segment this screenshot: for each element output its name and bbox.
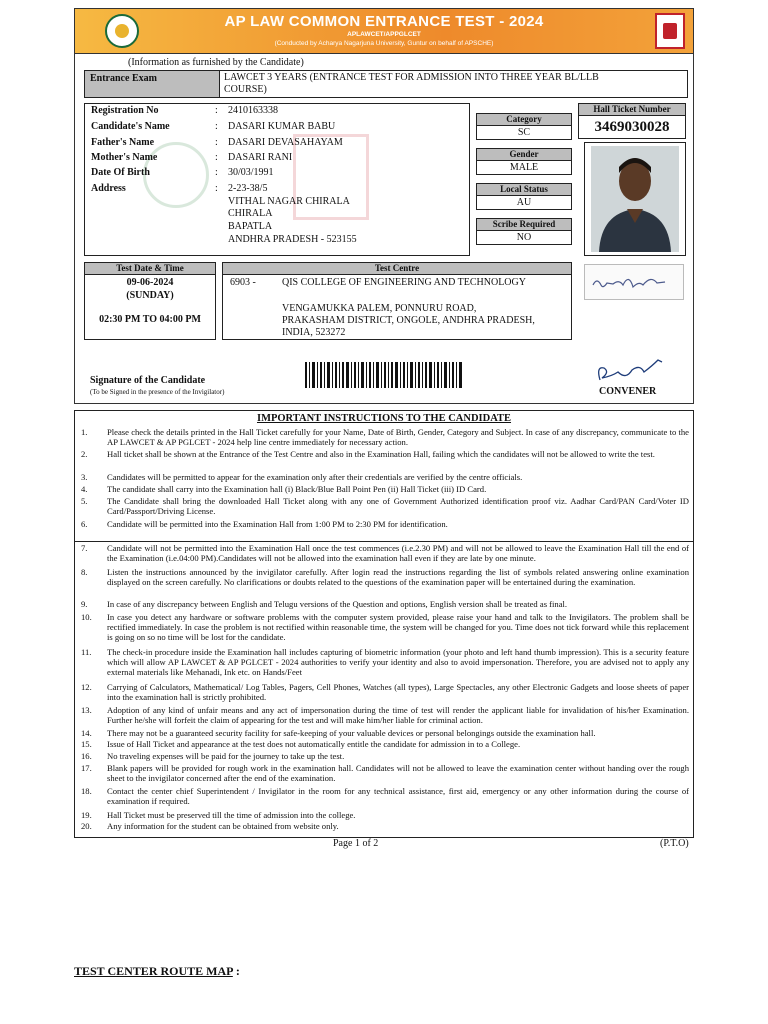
instruction-number: 19. [81, 810, 92, 820]
instruction-number: 3. [81, 472, 88, 482]
instruction-number: 8. [81, 567, 88, 577]
instruction-number: 17. [81, 763, 92, 773]
name-label: Candidate's Name [91, 121, 170, 132]
mother-label: Mother's Name [91, 152, 158, 163]
instruction-text: Contact the center chief Superintendent / Invigilator in the room for any technical assistance, first aid, emergency or any other information during the course of examination if required. [107, 786, 689, 806]
instruction-number: 14. [81, 728, 92, 738]
address-label: Address [91, 183, 126, 194]
exam-subtitle: APLAWCET/APPGLCET [347, 31, 421, 38]
instruction-number: 9. [81, 599, 88, 609]
entrance-exam-value-2: COURSE) [224, 84, 267, 95]
centre-address-1: VENGAMUKKA PALEM, PONNURU ROAD, [282, 303, 477, 314]
instruction-text: Blank papers will be provided for rough work in the examination hall. Candidates will not be allowed to leave the examination center without handing over the rough sheet to the invigilator concerned after the end of the examination. [107, 763, 689, 783]
hall-ticket-frame [74, 8, 694, 404]
instructions-divider [75, 541, 693, 542]
instruction-text: Hall Ticket must be preserved till the time of admission into the college. [107, 810, 356, 820]
instruction-number: 15. [81, 739, 92, 749]
candidate-signature-note: (To be Signed in the presence of the Invigilator) [90, 388, 225, 396]
instruction-text: Please check the details printed in the Hall Ticket carefully for your Name, Date of Birth, Gender, Category and Subject. In case of any discrepancy, communicate to the AP LAWCET & AP PGLCET - 2024 help line centre immediately for necessary action. [107, 427, 689, 447]
entrance-exam-value-1: LAWCET 3 YEARS (ENTRANCE TEST FOR ADMISSION INTO THREE YEAR BL/LLB [224, 72, 599, 83]
local-status-value: AU [476, 195, 572, 210]
father-label: Father's Name [91, 137, 155, 148]
instruction-text: There may not be a guaranteed security facility for safe-keeping of your valuable devices or personal belongings outside the examination hall. [107, 728, 596, 738]
instruction-text: In case of any discrepancy between English and Telugu versions of the Question and options, English version shall be treated as final. [107, 599, 568, 609]
mother-value: DASARI RANI [228, 152, 293, 163]
test-datetime-label: Test Date & Time [84, 262, 216, 275]
test-time: 02:30 PM TO 04:00 PM [99, 314, 201, 325]
address-line-4: BAPATLA [228, 221, 273, 232]
category-label: Category [476, 113, 572, 126]
instruction-text: Any information for the student can be obtained from website only. [107, 821, 339, 831]
test-centre-label: Test Centre [222, 262, 572, 275]
instruction-number: 13. [81, 705, 92, 715]
instruction-text: Carrying of Calculators, Mathematical/ Log Tables, Pagers, Cell Phones, Watches (all types), Large Spectacles, any other Electronic Gadgets and loose sheets of paper into the examination hall is strictly prohibited. [107, 682, 689, 702]
instruction-text: Candidate will not be permitted into the Examination Hall once the test commences (i.e.2.30 PM) and will not be allowed to leave the Examination Hall till the end of the Examination (i.e.04:00 PM).Candidates will not be allowed into the examination hall even if they are late by one minute. [107, 543, 689, 563]
centre-address-2: PRAKASHAM DISTRICT, ONGOLE, ANDHRA PRADESH, [282, 315, 535, 326]
instruction-text: Candidate will be permitted into the Examination Hall from 1:00 PM to 2:30 PM for identification. [107, 519, 448, 529]
dob-label: Date Of Birth [91, 167, 150, 178]
instruction-number: 18. [81, 786, 92, 796]
convener-label: CONVENER [599, 386, 657, 397]
test-day: (SUNDAY) [126, 290, 174, 301]
instruction-number: 7. [81, 543, 88, 553]
page-number: Page 1 of 2 [333, 838, 379, 849]
candidate-signature-label: Signature of the Candidate [90, 375, 206, 386]
instruction-number: 10. [81, 612, 92, 622]
route-map-colon: : [235, 964, 240, 978]
pto-label: (P.T.O) [660, 838, 689, 849]
gender-label: Gender [476, 148, 572, 161]
route-map-heading [74, 964, 240, 979]
instruction-number: 6. [81, 519, 88, 529]
centre-address-3: INDIA, 523272 [282, 327, 346, 338]
exam-conducted-by: (Conducted by Acharya Nagarjuna University, Guntur on behalf of APSCHE) [274, 40, 494, 47]
instruction-text: In case you detect any hardware or software problems with the computer system provided, please raise your hand and talk to the Invigilators. The problem shall be rectified immediately. In case the problem is not rectified within reasonable time, the system will be changed for you. Time does not tick forward while this replacement is going on so no time will be lost for the candidate. [107, 612, 689, 642]
candidate-details-box: Registration No : 2410163338 Candidate's Name : DASARI KUMAR BABU Father's Name : DASARI DEVASAHAYAM Mother's Name : DASARI RANI Date Of Birth : 30/03/1991 Address : 2-23-38/5 VITHAL NAGAR CHIRALA CHIRALA BAPATLA ANDHRA PRADESH - 523155 [84, 103, 470, 256]
scribe-label: Scribe Required [476, 218, 572, 231]
reg-label: Registration No [91, 105, 159, 116]
instruction-number: 2. [81, 449, 88, 459]
test-date: 09-06-2024 [126, 277, 174, 288]
instruction-text: Issue of Hall Ticket and appearance at the test does not automatically entitle the candidate for admission in to a College. [107, 739, 521, 749]
local-status-label: Local Status [476, 183, 572, 196]
instruction-text: Adoption of any kind of unfair means and any act of impersonation during the time of test will render the applicant liable for invalidation of his/her Examination. Further he/she will forfeit the claim of appearing for the test and will make him/her liable for criminal action. [107, 705, 689, 725]
category-value: SC [476, 125, 572, 140]
instruction-text: Hall ticket shall be shown at the Entrance of the Test Centre and also in the Examination Hall, failing which the candidates will not be allowed to write the test. [107, 449, 655, 459]
address-line-1: 2-23-38/5 [228, 183, 268, 194]
exam-title: AP LAW COMMON ENTRANCE TEST - 2024 [224, 13, 544, 30]
reg-value: 2410163338 [228, 105, 278, 116]
instructions-title: IMPORTANT INSTRUCTIONS TO THE CANDIDATE [256, 413, 512, 424]
entrance-exam-label: Entrance Exam [90, 73, 157, 84]
instruction-number: 20. [81, 821, 92, 831]
info-note: (Information as furnished by the Candidate) [128, 57, 304, 68]
hall-ticket-label: Hall Ticket Number [578, 103, 686, 116]
instruction-text: The candidate shall carry into the Examination hall (i) Black/Blue Ball Point Pen (ii) Hall Ticket (iii) ID Card. [107, 484, 487, 494]
instruction-number: 11. [81, 647, 92, 657]
instruction-text: The check-in procedure inside the Examination hall includes capturing of biometric information (your photo and left hand thumb impression). This is a security feature which will allow AP LAWCET & AP PGLCET - 2024 authorities to verify your identity and also to avoid impersonation. Therefore, you are advised not to apply any external materials like Mehanadi, Ink etc. on Hands/Feet [107, 647, 689, 677]
address-line-2: VITHAL NAGAR CHIRALA [228, 196, 350, 207]
name-value: DASARI KUMAR BABU [228, 121, 336, 132]
dob-value: 30/03/1991 [228, 167, 274, 178]
instruction-number: 5. [81, 496, 88, 506]
centre-code: 6903 - [230, 277, 256, 288]
instruction-number: 12. [81, 682, 92, 692]
route-map-label: TEST CENTER ROUTE MAP [74, 964, 233, 978]
instruction-text: Candidates will be permitted to appear for the examination only after their credentials are verified by the centre officials. [107, 472, 523, 482]
address-line-5: ANDHRA PRADESH - 523155 [228, 234, 357, 245]
instructions-box [74, 410, 694, 838]
instruction-number: 16. [81, 751, 92, 761]
centre-name: QIS COLLEGE OF ENGINEERING AND TECHNOLOGY [282, 277, 526, 288]
instruction-text: The Candidate shall bring the downloaded Hall Ticket along with any one of Government Authorized identification proof viz. Aadhar Card/PAN Card/Voter ID Card/Passport/Driving License. [107, 496, 689, 516]
instruction-text: Listen the instructions announced by the invigilator carefully. After login read the instructions regarding the list of symbols related answering online examination displayed on the screen carefully. No clarifications or doubts related to the questions of the examination paper will be entertained during the examination. [107, 567, 689, 587]
hall-ticket-value: 3469030028 [578, 115, 686, 139]
father-value: DASARI DEVASAHAYAM [228, 137, 343, 148]
instruction-number: 4. [81, 484, 88, 494]
address-line-3: CHIRALA [228, 208, 273, 219]
instruction-number: 1. [81, 427, 88, 437]
scribe-value: NO [476, 230, 572, 245]
instruction-text: No traveling expenses will be paid for the journey to take up the test. [107, 751, 345, 761]
gender-value: MALE [476, 160, 572, 175]
